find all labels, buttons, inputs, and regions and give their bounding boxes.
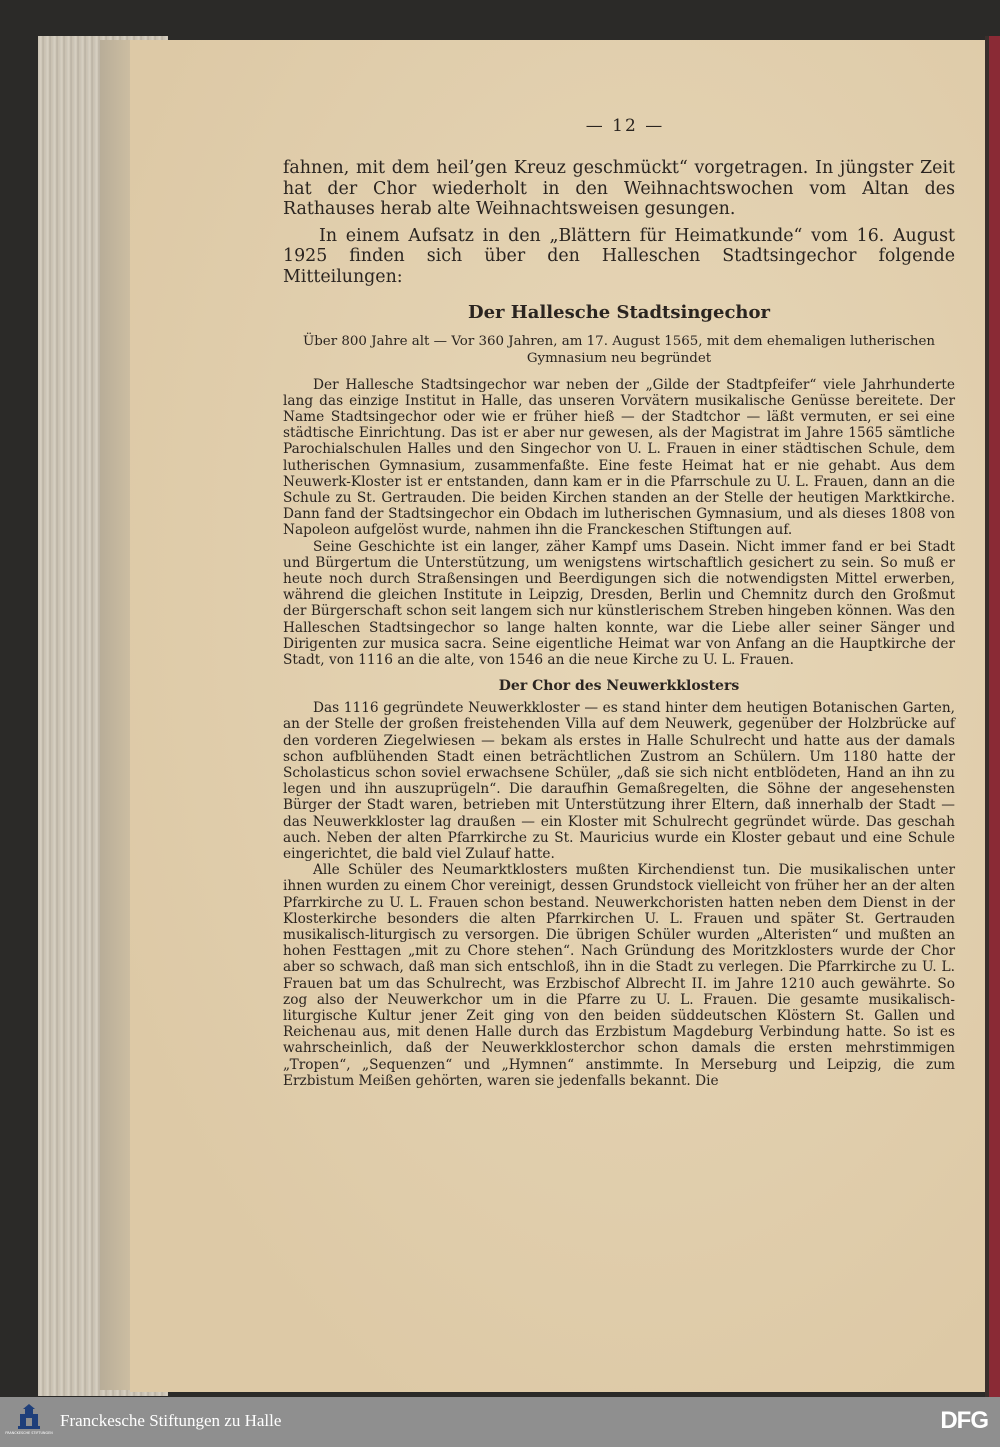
binding-red-strip bbox=[989, 36, 1000, 1398]
article-body bbox=[283, 377, 955, 669]
francke-foundation-logo-icon[interactable] bbox=[5, 1404, 53, 1440]
dfg-logo[interactable]: DFG bbox=[940, 1407, 988, 1434]
article-subtitle: Über 800 Jahre alt — Vor 360 Jahren, am 17. August 1565, mit dem ehemaligen lutherischen Gymnasium neu begründet bbox=[302, 333, 936, 366]
lead-text bbox=[283, 158, 955, 288]
page-number: — 12 — bbox=[585, 116, 665, 136]
article-paragraph: Seine Geschichte ist ein langer, zäher Kampf ums Dasein. Nicht immer fand er bei Stadt und Bürgertum die Unterstützung, um wenigstens wirtschaftlich gesichert zu sein. So muß er heute noch durch Straßensingen und Beerdigungen sich die notwendigsten Mittel erwerben, während die gleichen Institute in Leipzig, Dresden, Berlin und Chemnitz durch den Großmut der Bürgerschaft schon seit langem sich nur künstlerischem Streben hingeben können. Was den Halleschen Stadtsingechor so lange halten konnte, war die Liebe aller seiner Sänger und Dirigenten zur musica sacra. Seine eigentliche Heimat war von Anfang an die Hauptkirche der Stadt, von 1116 an die alte, von 1546 an die neue Kirche zu U. L. Frauen. bbox=[283, 538, 955, 669]
book-cover-edge bbox=[985, 36, 1000, 1398]
section-paragraph: Alle Schüler des Neumarktklosters mußten Kirchendienst tun. Die musikalischen unter ihnen wurden zu einem Chor vereinigt, dessen Grundstock vielleicht von früher her an der alten Pfarrkirche zu U. L. Frauen schon bestand. Neuwerkchoristen hatten neben dem Dienst in der Klosterkirche besonders die alten Pfarrkirchen U. L. Frauen und später St. Gertrauden musikalisch-liturgisch zu versorgen. Die übrigen Schüler wurden „Alteristen“ und mußten an hohen Festtagen „mit zu Chore stehen“. Nach Gründung des Moritzklosters wurde der Chor aber so schwach, daß man sich entschloß, ihn in die Stadt zu verlegen. Die Pfarrkirche zu U. L. Frauen bat um das Schulrecht, was Erzbischof Albrecht II. im Jahre 1210 auch gewährte. So zog also der Neuwerkchor um in die Pfarre zu U. L. Frauen. Die gesamte musikalisch-liturgische Kultur jener Zeit ging von den beiden süddeutschen Klöstern St. Gallen und Reichenau aus, mit denen Halle durch das Erzbistum Magdeburg Verbindung hatte. So ist es wahrscheinlich, daß der Neuwerkklosterchor schon damals die ersten mehrstimmigen „Tropen“, „Sequenzen“ und „Hymnen“ anstimmte. In Merseburg und Leipzig, die zum Erzbistum Meißen gehörten, waren sie jedenfalls bekannt. Die bbox=[283, 862, 955, 1089]
section-paragraph: Das 1116 gegründete Neuwerkkloster — es stand hinter dem heutigen Botanischen Garten, an der Stelle der großen freistehenden Villa auf dem Neuwerk, gegenüber der Holzbrücke auf den vorderen Ziegelwiesen — bekam als erstes in Halle Schulrecht und hatte aus der damals schon aufblühenden Stadt einen beträchtlichen Zustrom an Schülern. Um 1180 hatte der Scholasticus schon soviel erwachsene Schüler, „daß sie sich nicht entblödeten, Hand an ihn zu legen und ihn auszuprügeln“. Die daraufhin Gemaßregelten, die Söhne der angesehensten Bürger der Stadt waren, betrieben mit Unterstützung ihrer Eltern, daß innerhalb der Stadt — das Neuwerkkloster lag draußen — ein Kloster mit Schulrecht gegründet würde. Das geschah auch. Neben der alten Pfarrkirche zu St. Mauricius wurde ein Kloster gebaut und eine Schule eingerichtet, die bald viel Zulauf hatte. bbox=[283, 700, 955, 863]
lead-paragraph: fahnen, mit dem heil’gen Kreuz geschmückt“ vorgetragen. In jüngster Zeit hat der Chor wiederholt in den Weihnachtswochen vom Altan des Rathauses herab alte Weihnachtsweisen gesungen. bbox=[283, 158, 955, 220]
lead-paragraph: In einem Aufsatz in den „Blättern für Heimatkunde“ vom 16. August 1925 finden sich über den Halleschen Stadtsingechor folgende Mitteilungen: bbox=[283, 225, 955, 287]
section-title: Der Chor des Neuwerkklosters bbox=[498, 678, 740, 695]
logo-caption: FRANCKESCHE STIFTUNGEN bbox=[5, 1431, 53, 1435]
footer-institution-link[interactable]: Franckesche Stiftungen zu Halle bbox=[60, 1411, 282, 1430]
article-title: Der Hallesche Stadtsingechor bbox=[467, 301, 771, 323]
article-paragraph: Der Hallesche Stadtsingechor war neben der „Gilde der Stadtpfeifer“ viele Jahrhunderte lang das einzige Institut in Halle, das unseren Vorvätern musikalische Genüsse bereitete. Der Name Stadtsingechor oder wie er früher hieß — der Stadtchor — läßt vermuten, er sei eine städtische Einrichtung. Das ist er aber nur gewesen, als der Magistrat im Jahre 1565 sämtliche Parochialschulen Halles und den Singechor von U. L. Frauen in einer städtischen Schule, dem lutherischen Gymnasium, zusammenfaßte. Eine feste Heimat hat er nie gehabt. Aus dem Neuwerk-Kloster ist er entstanden, dann kam er in die Pfarrschule zu U. L. Frauen, dann an die Schule zu St. Gertrauden. Die beiden Kirchen standen an der Stelle der heutigen Marktkirche. Dann fand der Stadtsingechor ein Obdach im lutherischen Gymnasium, und als dieses 1808 von Napoleon aufgelöst wurde, nahmen ihn die Franckeschen Stiftungen auf. bbox=[283, 376, 955, 539]
page-content bbox=[283, 112, 955, 1089]
section-body bbox=[283, 700, 955, 1089]
footer-bar bbox=[0, 1397, 1000, 1447]
